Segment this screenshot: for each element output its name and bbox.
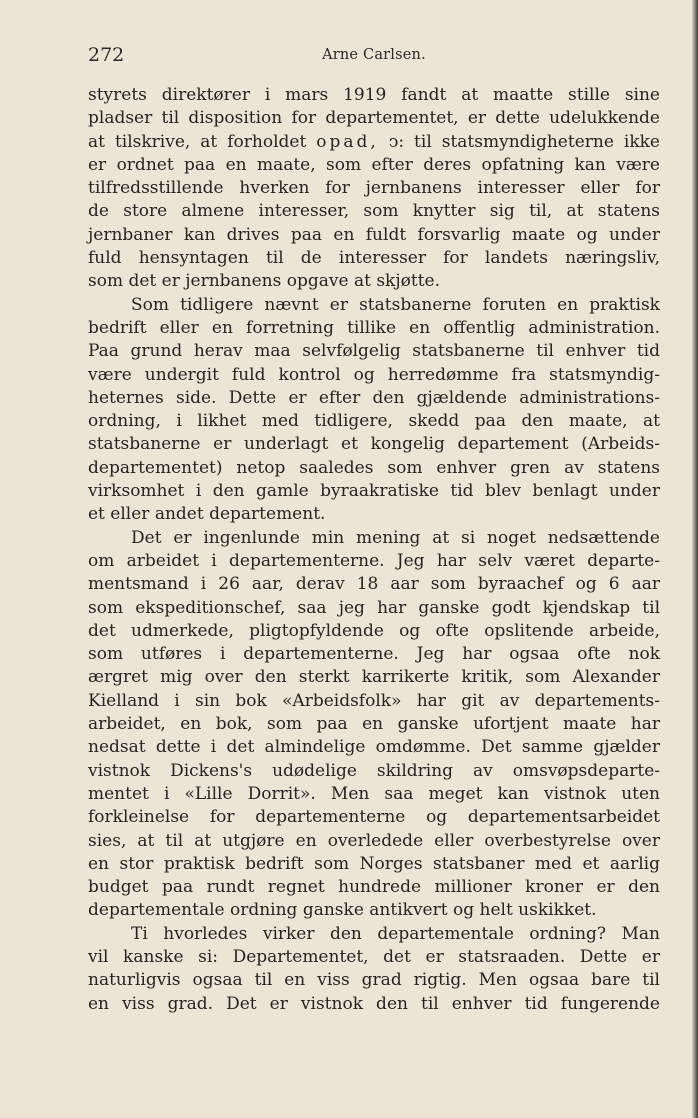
text-line: mentsmand i 26 aar, derav 18 aar som byraachef og 6 aar [88,574,660,595]
text-line: som det er jernbanens opgave at skjøtte. [88,271,440,292]
text-line: departementet) netop saaledes som enhver gren av statens [88,457,660,478]
text-line: styrets direktører i mars 1919 fandt at maatte stille sine [88,85,660,105]
text-line: de store almene interesser, som knytter sig til, at statens [88,201,660,222]
text-line: Paa grund herav maa selvfølgelig statsbanerne til enhver tid [88,341,660,362]
text-line: mentet i «Lille Dorrit». Men saa meget kan vistnok uten [88,783,660,804]
text-line: pladser til disposition for departementet, er dette udelukkende [88,108,660,129]
text-line: sies, at til at utgjøre en overledede eller overbestyrelse over [88,830,660,851]
text-line: ærgret mig over den sterkt karrikerte kritik, som Alexander [88,667,660,688]
text-line: heternes side. Dette er efter den gjældende administrations- [88,387,660,408]
text-line: Det er ingenlunde min mening at si noget nedsættende [131,527,660,548]
text-line: et eller andet departement. [88,504,326,525]
text-line: er ordnet paa en maate, som efter deres opfatning kan være [88,154,660,175]
text-line: vil kanske si: Departementet, det er statsraaden. Dette er [88,946,660,967]
page-header [88,44,660,68]
text-line: en stor praktisk bedrift som Norges statsbaner med et aarlig [88,853,660,874]
text-line: nedsat dette i det almindelige omdømme. Det samme gjælder [88,737,660,758]
page-edge-shadow [692,0,698,1118]
page-number: 272 [88,44,125,66]
text-line: som ekspeditionschef, saa jeg har ganske godt kjendskap til [88,597,660,618]
text-fragment: at tilskrive, at forholdet [88,131,307,152]
text-line: være undergit fuld kontrol og herredømme fra statsmyndig- [88,364,660,385]
text-line: statsbanerne er underlagt et kongelig departement (Arbeids- [88,434,660,455]
text-line: vistnok Dickens's udødelige skildring av omsvøpsdeparte- [88,760,660,781]
text-line: bedrift eller en forretning tillike en offentlig administration. [88,317,660,338]
text-line: det udmerkede, pligtopfyldende og ofte opslitende arbeide, [88,620,660,641]
text-fragment: ↄ: til statsmyndigheterne ikke [388,131,660,152]
text-line: en viss grad. Det er vistnok den til enhver tid fungerende [88,993,660,1014]
text-line: fuld hensyntagen til de interesser for landets næringsliv, [88,248,660,269]
text-line: arbeidet, en bok, som paa en ganske ufortjent maate har [88,714,660,735]
text-line [88,131,660,154]
text-line: naturligvis ogsaa til en viss grad rigtig. Men ogsaa bare til [88,970,660,991]
text-line: tilfredsstillende hverken for jernbanens interesser eller for [88,178,660,199]
text-line: Som tidligere nævnt er statsbanerne foruten en praktisk [131,294,660,315]
text-line: virksomhet i den gamle byraakratiske tid blev benlagt under [88,481,660,502]
text-line: jernbaner kan drives paa en fuldt forsvarlig maate og under [88,224,660,245]
body-text [88,84,660,1016]
text-line: ordning, i likhet med tidligere, skedd paa den maate, at [88,411,660,432]
text-line: departementale ordning ganske antikvert og helt uskikket. [88,900,597,921]
text-line: om arbeidet i departementerne. Jeg har selv været departe- [88,550,660,571]
text-line: Ti hvorledes virker den departementale ordning? Man [131,923,660,944]
text-line: som utføres i departementerne. Jeg har ogsaa ofte nok [88,644,660,665]
emphasized-text: opad, [316,131,379,152]
text-line: budget paa rundt regnet hundrede millioner kroner er den [88,877,660,898]
text-line: Kielland i sin bok «Arbeidsfolk» har git av departements- [88,690,660,711]
running-title: Arne Carlsen. [322,47,426,63]
text-line: forkleinelse for departementerne og departementsarbeidet [88,807,660,828]
